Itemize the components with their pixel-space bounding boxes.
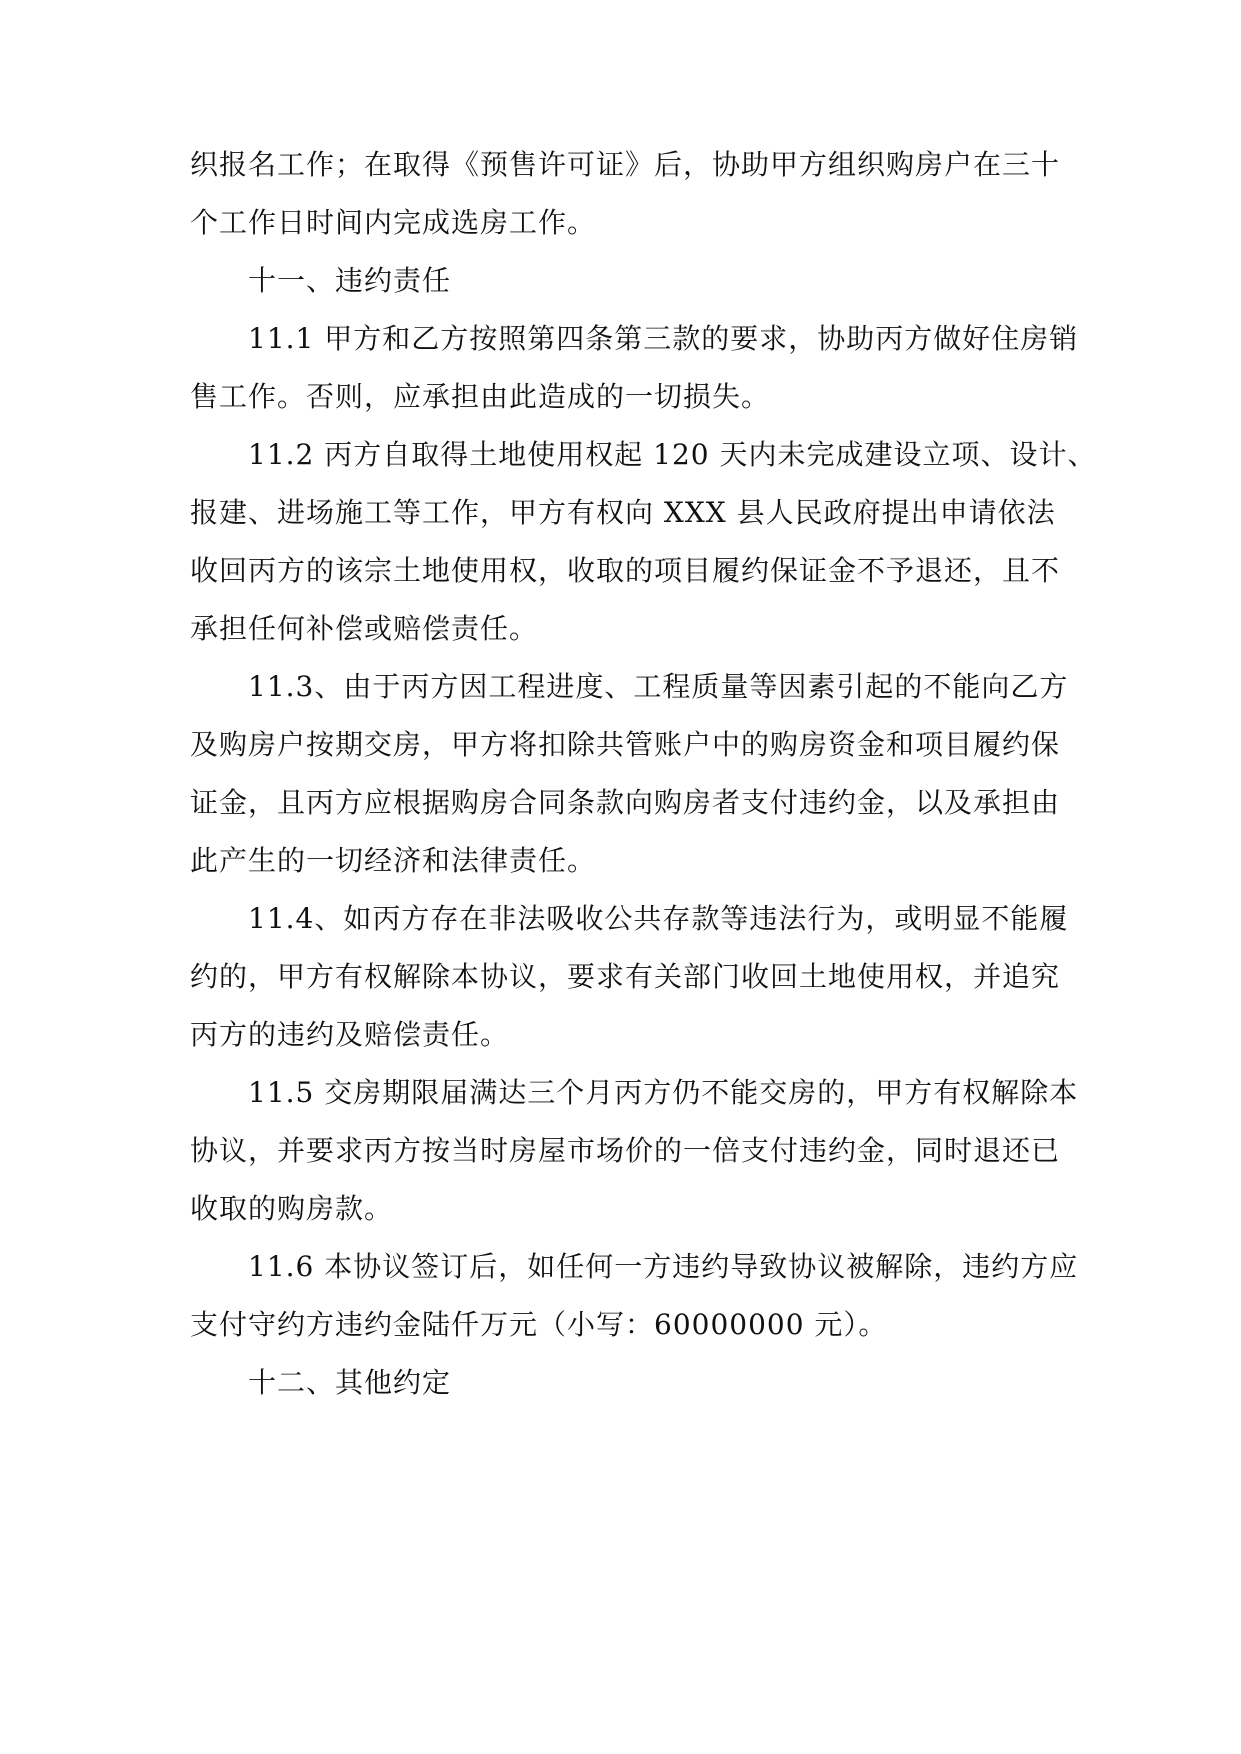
text-line: 11.2 丙方自取得土地使用权起 120 天内未完成建设立项、设计、 (248, 438, 1097, 471)
text-line: 11.5 交房期限届满达三个月丙方仍不能交房的，甲方有权解除本 (248, 1076, 1079, 1109)
section-heading: 十二、其他约定 (248, 1366, 452, 1399)
text-line: 11.1 甲方和乙方按照第四条第三款的要求，协助丙方做好住房销 (248, 322, 1079, 355)
text-line: 协议，并要求丙方按当时房屋市场价的一倍支付违约金，同时退还已 (190, 1134, 1061, 1167)
text-line: 织报名工作；在取得《预售许可证》后，协助甲方组织购房户在三十 (190, 148, 1061, 181)
text-line: 报建、进场施工等工作，甲方有权向 XXX 县人民政府提出申请依法 (190, 496, 1056, 529)
text-line: 收回丙方的该宗土地使用权，收取的项目履约保证金不予退还，且不 (190, 554, 1061, 587)
text-line: 收取的购房款。 (190, 1192, 394, 1225)
text-line: 11.6 本协议签订后，如任何一方违约导致协议被解除，违约方应 (248, 1250, 1079, 1283)
text-line: 此产生的一切经济和法律责任。 (190, 844, 597, 877)
text-line: 个工作日时间内完成选房工作。 (190, 206, 597, 239)
text-line: 约的，甲方有权解除本协议，要求有关部门收回土地使用权，并追究 (190, 960, 1061, 993)
text-line: 11.3、由于丙方因工程进度、工程质量等因素引起的不能向乙方 (248, 670, 1069, 703)
text-line: 支付守约方违约金陆仟万元（小写：60000000 元）。 (190, 1308, 888, 1341)
section-heading: 十一、违约责任 (248, 264, 452, 297)
text-line: 证金，且丙方应根据购房合同条款向购房者支付违约金，以及承担由 (190, 786, 1061, 819)
text-line: 售工作。否则，应承担由此造成的一切损失。 (190, 380, 771, 413)
text-line: 及购房户按期交房，甲方将扣除共管账户中的购房资金和项目履约保 (190, 728, 1061, 761)
text-line: 承担任何补偿或赔偿责任。 (190, 612, 539, 645)
text-line: 丙方的违约及赔偿责任。 (190, 1018, 510, 1051)
text-line: 11.4、如丙方存在非法吸收公共存款等违法行为，或明显不能履 (248, 902, 1069, 935)
